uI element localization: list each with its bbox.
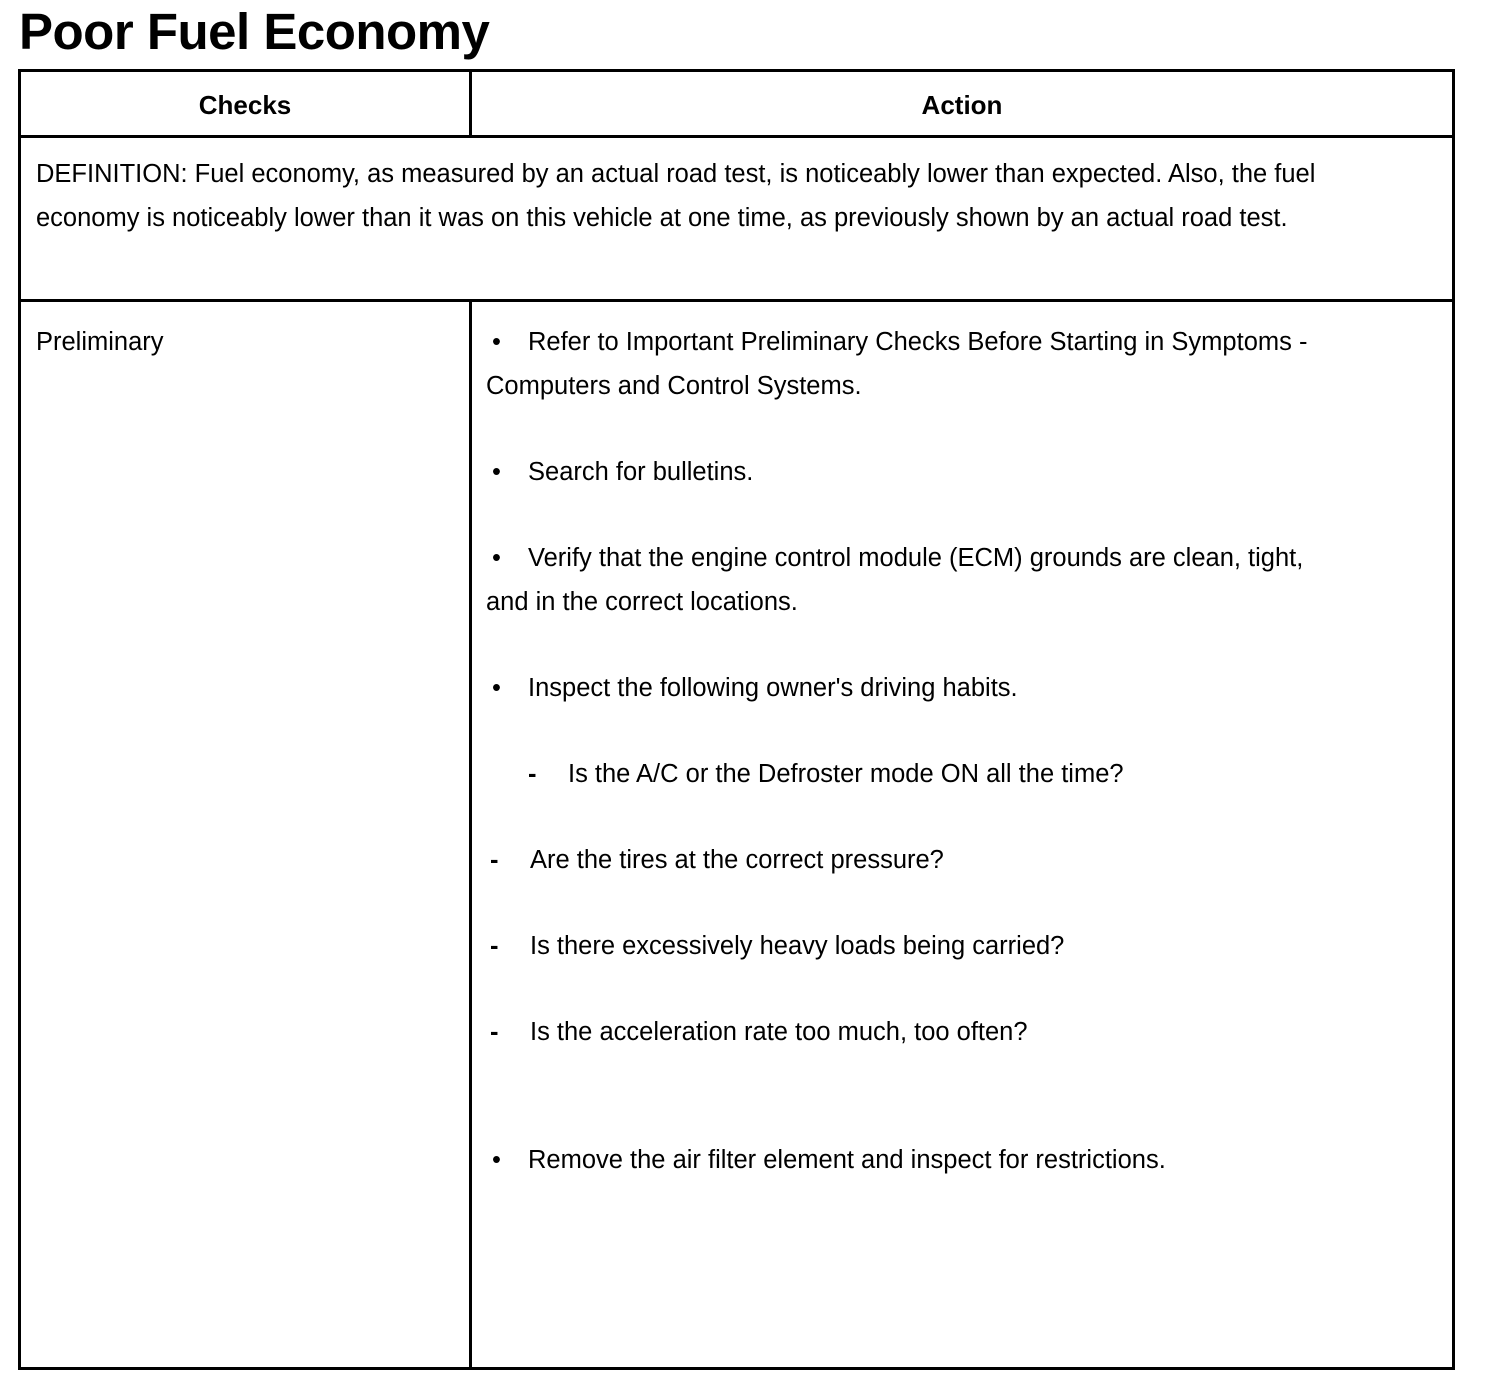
action-item bbox=[486, 666, 1386, 710]
action-text: Is the A/C or the Defroster mode ON all the time? bbox=[568, 760, 1124, 788]
dash-marker: - bbox=[490, 846, 499, 874]
action-text: Inspect the following owner's driving habits. bbox=[528, 674, 1018, 702]
action-cell bbox=[472, 302, 1452, 1367]
action-text: Remove the air filter element and inspect for restrictions. bbox=[528, 1146, 1166, 1174]
header-action: Action bbox=[921, 90, 1003, 120]
action-text: Search for bulletins. bbox=[528, 458, 754, 486]
action-item bbox=[486, 1138, 1386, 1182]
check-label: Preliminary bbox=[36, 328, 164, 356]
action-item bbox=[486, 450, 1386, 494]
dash-marker: - bbox=[490, 1018, 499, 1046]
dash-marker: - bbox=[528, 760, 537, 788]
action-item bbox=[486, 536, 1326, 624]
bullet-marker: • bbox=[492, 544, 501, 572]
definition-text: DEFINITION: Fuel economy, as measured by an actual road test, is noticeably lower than expected. Also, the fuel economy is noticeably lower than it was on this vehicle at one time, as previously shown by an actual road test. bbox=[36, 160, 1316, 232]
definition-row bbox=[21, 138, 1452, 302]
table-row bbox=[21, 302, 1452, 1367]
bullet-marker: • bbox=[492, 328, 501, 356]
bullet-marker: • bbox=[492, 674, 501, 702]
action-text: Verify that the engine control module (ECM) grounds are clean, tight, and in the correct locations. bbox=[486, 544, 1304, 616]
action-subitem bbox=[486, 924, 1386, 968]
action-text: Refer to Important Preliminary Checks Before Starting in Symptoms - Computers and Control Systems. bbox=[486, 328, 1308, 400]
bullet-marker: • bbox=[492, 458, 501, 486]
action-text: Is there excessively heavy loads being carried? bbox=[530, 932, 1065, 960]
dash-marker: - bbox=[490, 932, 499, 960]
page-title: Poor Fuel Economy bbox=[19, 3, 490, 60]
header-checks: Checks bbox=[198, 90, 292, 120]
action-subitem bbox=[486, 1010, 1386, 1054]
bullet-marker: • bbox=[492, 1146, 501, 1174]
action-text: Are the tires at the correct pressure? bbox=[530, 846, 944, 874]
action-text: Is the acceleration rate too much, too often? bbox=[530, 1018, 1028, 1046]
diagnostic-table bbox=[18, 69, 1455, 1370]
action-subitem bbox=[486, 838, 1386, 882]
table-header-row bbox=[21, 72, 1452, 138]
action-item bbox=[486, 320, 1386, 408]
action-subitem bbox=[528, 752, 1428, 796]
